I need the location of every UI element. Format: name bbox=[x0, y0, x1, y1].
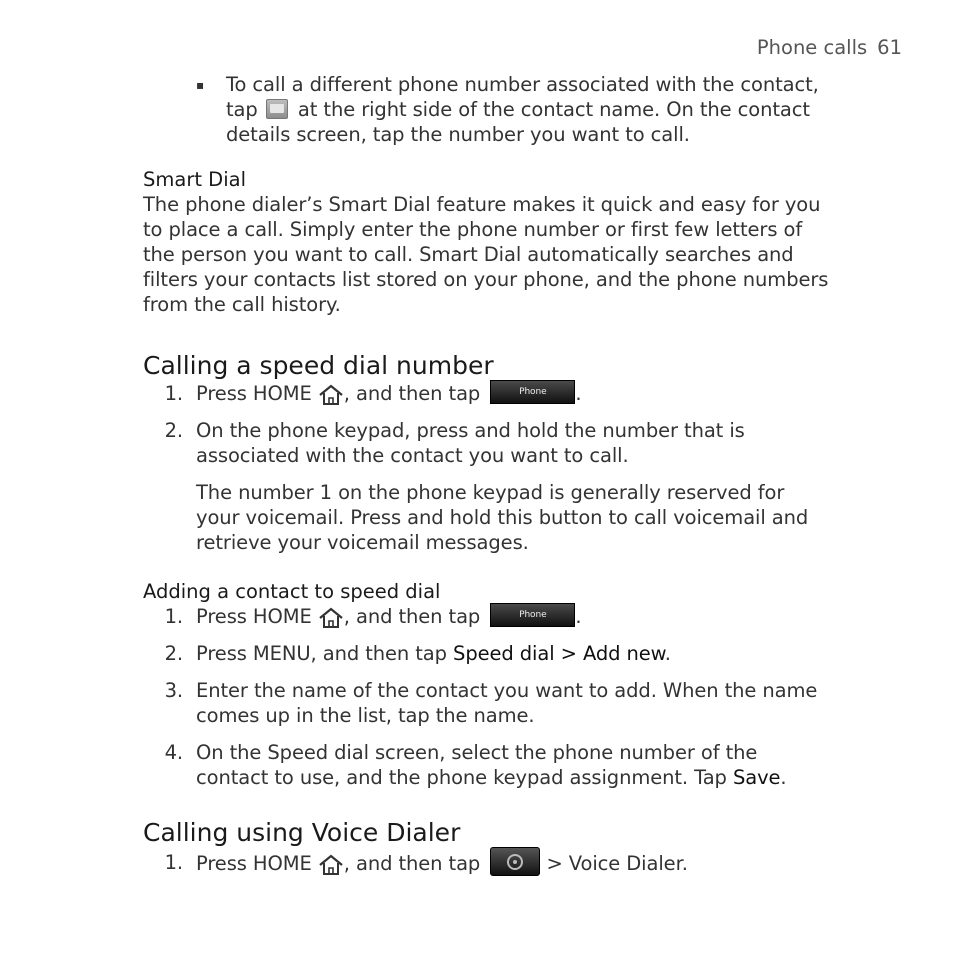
all-apps-button-icon bbox=[490, 847, 540, 876]
add-speed-dial-heading: Adding a contact to speed dial bbox=[143, 580, 441, 603]
smart-dial-line: filters your contacts list stored on your phone, and the phone numbers bbox=[143, 268, 829, 291]
step-number: 2. bbox=[164, 419, 183, 442]
bullet-paragraph bbox=[226, 72, 906, 147]
smart-dial-paragraph bbox=[143, 192, 903, 317]
smart-dial-line: the person you want to call. Smart Dial automatically searches and bbox=[143, 243, 794, 266]
save-label: Save bbox=[732, 766, 781, 789]
add-speed-dial-step-4: On the Speed dial screen, select the phone number of the contact to use, and the phone keypad assignment. Tap Save. bbox=[196, 741, 787, 789]
step-number: 1. bbox=[164, 605, 183, 628]
phone-button-icon: Phone bbox=[490, 603, 575, 627]
speed-dial-note: The number 1 on the phone keypad is generally reserved for your voicemail. Press and hold this button to call voicemail and retrieve your voicemail messages. bbox=[196, 481, 809, 554]
speed-dial-step-2: On the phone keypad, press and hold the number that is associated with the contact you want to call. bbox=[196, 419, 745, 467]
home-icon bbox=[318, 854, 344, 876]
contact-card-icon bbox=[266, 99, 288, 119]
page-number: 61 bbox=[877, 36, 902, 59]
step-number: 2. bbox=[164, 642, 183, 665]
bullet-line-3: details screen, tap the number you want to call. bbox=[226, 123, 690, 146]
step-number: 1. bbox=[164, 851, 183, 874]
smart-dial-heading: Smart Dial bbox=[143, 168, 246, 191]
bullet-line-2: tap at the right side of the contact name. On the contact bbox=[226, 98, 810, 121]
step-number: 4. bbox=[164, 741, 183, 764]
voice-dialer-heading: Calling using Voice Dialer bbox=[143, 818, 461, 847]
add-speed-dial-step-1: Press HOME , and then tap Phone . bbox=[196, 604, 581, 630]
add-speed-dial-step-3: Enter the name of the contact you want to add. When the name comes up in the list, tap the name. bbox=[196, 679, 818, 727]
step-number: 1. bbox=[164, 382, 183, 405]
step-number: 3. bbox=[164, 679, 183, 702]
smart-dial-line: The phone dialer’s Smart Dial feature makes it quick and easy for you bbox=[143, 193, 821, 216]
phone-button-icon: Phone bbox=[490, 380, 575, 404]
home-icon bbox=[318, 384, 344, 406]
smart-dial-line: to place a call. Simply enter the phone number or first few letters of bbox=[143, 218, 803, 241]
speed-dial-step-1: Press HOME , and then tap Phone . bbox=[196, 381, 581, 407]
smart-dial-line: from the call history. bbox=[143, 293, 341, 316]
voice-dialer-step-1: Press HOME , and then tap > Voice Dialer. bbox=[196, 850, 688, 879]
home-icon bbox=[318, 607, 344, 629]
add-speed-dial-step-2: Press MENU, and then tap Speed dial > Add new. bbox=[196, 642, 671, 665]
page-header bbox=[757, 36, 902, 59]
section-title: Phone calls bbox=[756, 36, 868, 59]
speed-dial-heading: Calling a speed dial number bbox=[143, 351, 494, 380]
bullet-marker: ▪ bbox=[196, 78, 205, 92]
menu-path: Speed dial > Add new bbox=[453, 642, 665, 665]
bullet-line-1: To call a different phone number associated with the contact, bbox=[226, 73, 819, 96]
